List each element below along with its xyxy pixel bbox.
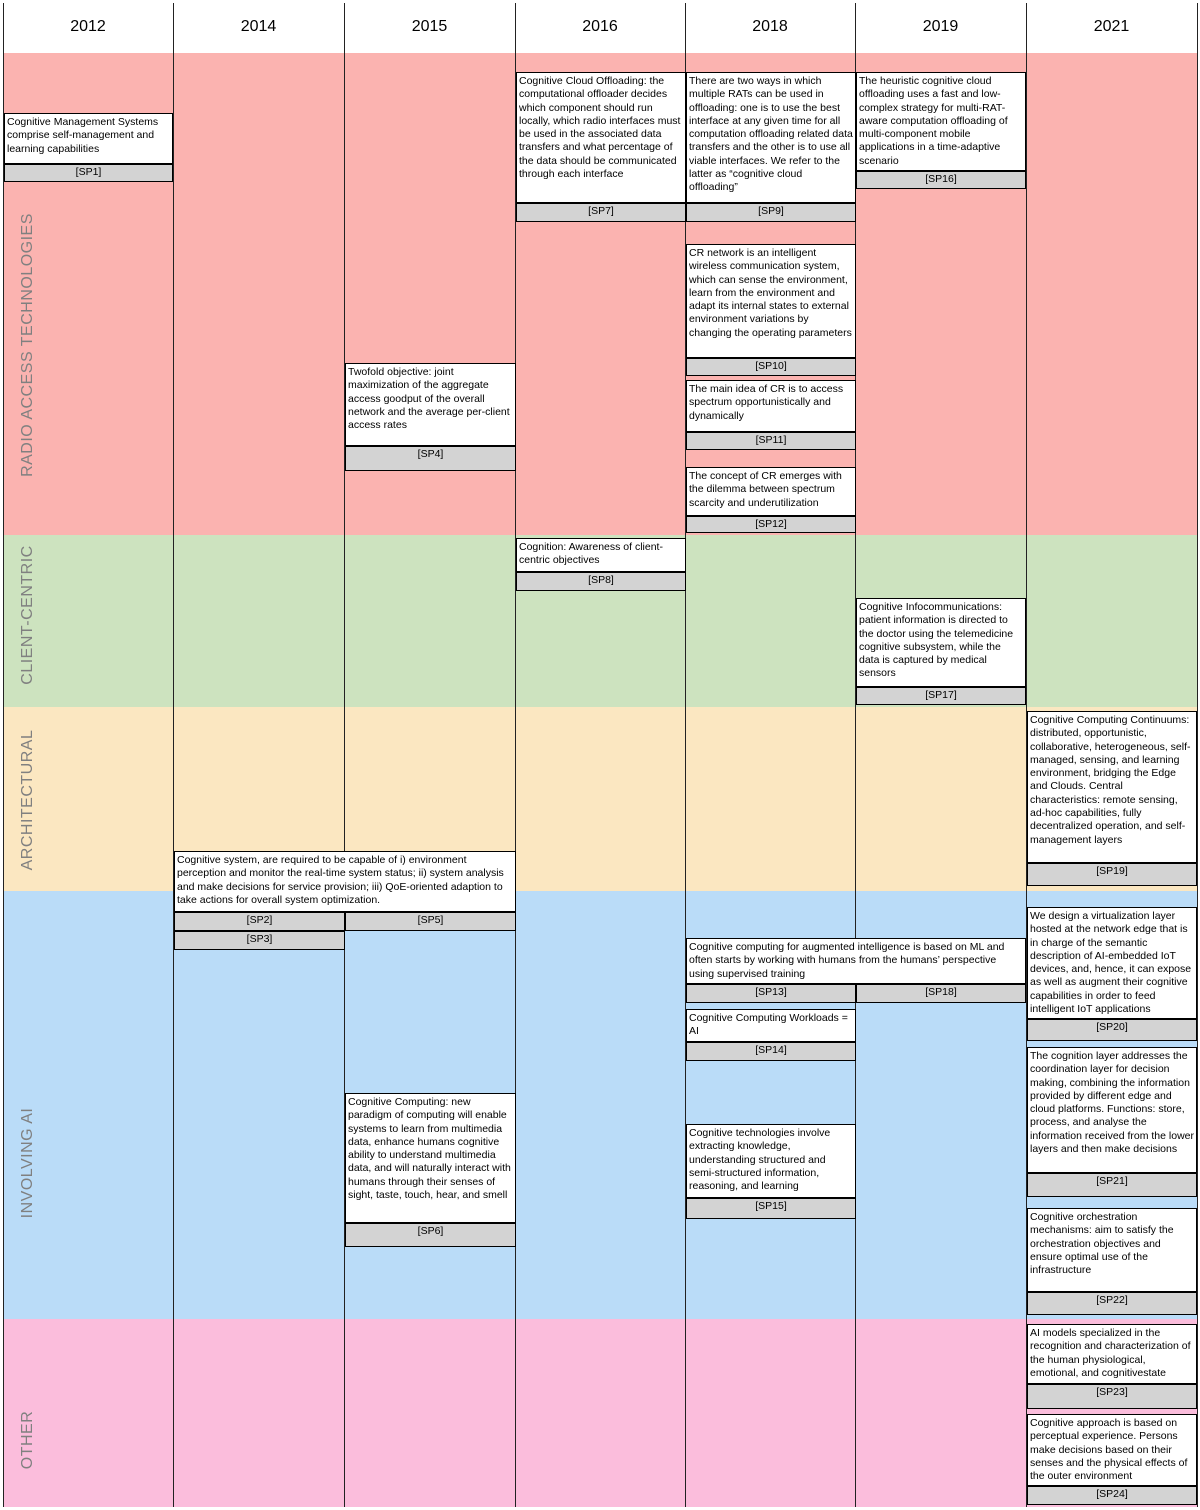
- entry-card: Cognitive Computing Continuums: distributed, opportunistic, collaborative, heterogeneous, self-managed, sensing, and learning environment, bridging the Edge and Clouds. Central characteristics: remote sensing, ad-hoc capabilities, fully decentralized operation, and self-management layers: [1027, 711, 1197, 863]
- reference-tag: [SP14]: [686, 1042, 856, 1061]
- entry-card: Cognitive Computing Workloads = AI: [686, 1009, 856, 1042]
- column-divider: [1197, 3, 1198, 1507]
- band-label: ARCHITECTURAL: [19, 729, 36, 871]
- band-label: RADIO ACCESS TECHNOLOGIES: [19, 213, 36, 477]
- reference-tag: [SP17]: [856, 687, 1026, 705]
- entry-card: Cognition: Awareness of client-centric objectives: [516, 538, 686, 572]
- reference-tag: [SP19]: [1027, 863, 1197, 886]
- reference-tag: [SP3]: [174, 931, 345, 950]
- entry-card: Cognitive technologies involve extracting knowledge, understanding structured and semi-structured information, reasoning, and learning: [686, 1124, 856, 1198]
- year-label: 2012: [70, 18, 106, 35]
- column-divider: [3, 3, 4, 1507]
- reference-tag: [SP16]: [856, 171, 1026, 189]
- reference-tag: [SP8]: [516, 572, 686, 591]
- reference-tag: [SP23]: [1027, 1384, 1197, 1409]
- reference-tag: [SP10]: [686, 358, 856, 376]
- reference-tag: [SP24]: [1027, 1486, 1197, 1505]
- reference-tag: [SP20]: [1027, 1019, 1197, 1041]
- entry-card: There are two ways in which multiple RATs can be used in offloading: one is to use the best interface at any given time for all computation offloading related data transfers and the other is to use all viable interfaces. We refer to the latter as “cognitive cloud offloading”: [686, 72, 856, 203]
- entry-card: The cognition layer addresses the coordination layer for decision making, combining the information provided by different edge and cloud platforms. Functions: store, process, and analyse the information received from the lower layers and then make decisions: [1027, 1047, 1197, 1173]
- entry-card: CR network is an intelligent wireless communication system, which can sense the environment, learn from the environment and adapt its internal states to external environment variations by changing the operating parameters: [686, 244, 856, 358]
- reference-tag: [SP2]: [174, 912, 345, 931]
- reference-tag: [SP21]: [1027, 1173, 1197, 1197]
- reference-tag: [SP13]: [686, 984, 856, 1003]
- reference-tag: [SP1]: [4, 164, 173, 182]
- reference-tag: [SP6]: [345, 1223, 516, 1247]
- entry-card: Cognitive approach is based on perceptual experience. Persons make decisions based on their senses and the physical effects of the outer environment: [1027, 1414, 1197, 1486]
- entry-card: Twofold objective: joint maximization of the aggregate access goodput of the overall network and the average per-client access rates: [345, 363, 516, 446]
- column-divider: [173, 3, 174, 1507]
- entry-card: We design a virtualization layer hosted at the network edge that is in charge of the semantic description of AI-embedded IoT devices, and, hence, it can expose as well as augment their cognitive capabilities in order to feed intelligent IoT applications: [1027, 907, 1197, 1019]
- entry-card: The main idea of CR is to access spectrum opportunistically and dynamically: [686, 380, 856, 432]
- reference-tag: [SP18]: [856, 984, 1026, 1003]
- column-divider: [515, 3, 516, 1507]
- entry-card: Cognitive Computing: new paradigm of computing will enable systems to learn from multimedia data, enhance humans cognitive ability to understand multimedia data, and will naturally interact with humans through their senses of sight, taste, touch, hear, and smell: [345, 1093, 516, 1223]
- column-divider: [855, 3, 856, 1507]
- band-other: [3, 1319, 1197, 1507]
- band-label: INVOLVING AI: [19, 1107, 36, 1219]
- entry-card: Cognitive Infocommunications: patient information is directed to the doctor using the telemedicine cognitive subsystem, while the data is captured by medical sensors: [856, 598, 1026, 687]
- entry-card: Cognitive Cloud Offloading: the computational offloader decides which component should run locally, which radio interfaces must be used in the associated data transfers and what percentage of the data should be communicated through each interface: [516, 72, 686, 203]
- year-label: 2015: [411, 18, 448, 35]
- reference-tag: [SP12]: [686, 516, 856, 533]
- entry-card: AI models specialized in the recognition and characterization of the human physiological, emotional, and cognitivestate: [1027, 1324, 1197, 1384]
- column-divider: [685, 3, 686, 1507]
- year-label: 2016: [582, 18, 618, 35]
- year-label: 2021: [1093, 18, 1130, 35]
- entry-card: Cognitive Management Systems comprise self-management and learning capabilities: [4, 113, 173, 164]
- reference-tag: [SP4]: [345, 446, 516, 471]
- reference-tag: [SP7]: [516, 203, 686, 222]
- reference-tag: [SP5]: [345, 912, 516, 931]
- year-label: 2019: [922, 18, 959, 35]
- entry-card: Cognitive orchestration mechanisms: aim to satisfy the orchestration objectives and ensure optimal use of the infrastructure: [1027, 1208, 1197, 1292]
- reference-tag: [SP11]: [686, 432, 856, 450]
- reference-tag: [SP9]: [686, 203, 856, 222]
- band-label: OTHER: [19, 1410, 36, 1470]
- entry-card: The heuristic cognitive cloud offloading uses a fast and low-complex strategy for multi-RAT-aware computation offloading of multi-component mobile applications in a time-adaptive scenario: [856, 72, 1026, 171]
- entry-card: The concept of CR emerges with the dilemma between spectrum scarcity and underutilization: [686, 467, 856, 516]
- reference-tag: [SP22]: [1027, 1292, 1197, 1315]
- column-divider: [344, 3, 345, 1507]
- year-label: 2014: [240, 18, 277, 35]
- year-label: 2018: [752, 18, 788, 35]
- entry-card: Cognitive computing for augmented intelligence is based on ML and often starts by working with humans from the humans’ perspective using supervised training: [686, 938, 1026, 984]
- entry-card: Cognitive system, are required to be capable of i) environment perception and monitor the real-time system status; ii) system analysis and make decisions for service provision; iii) QoE-oriented adaption to take actions for overall system optimization.: [174, 851, 516, 912]
- band-label: CLIENT-CENTRIC: [19, 545, 36, 685]
- reference-tag: [SP15]: [686, 1198, 856, 1219]
